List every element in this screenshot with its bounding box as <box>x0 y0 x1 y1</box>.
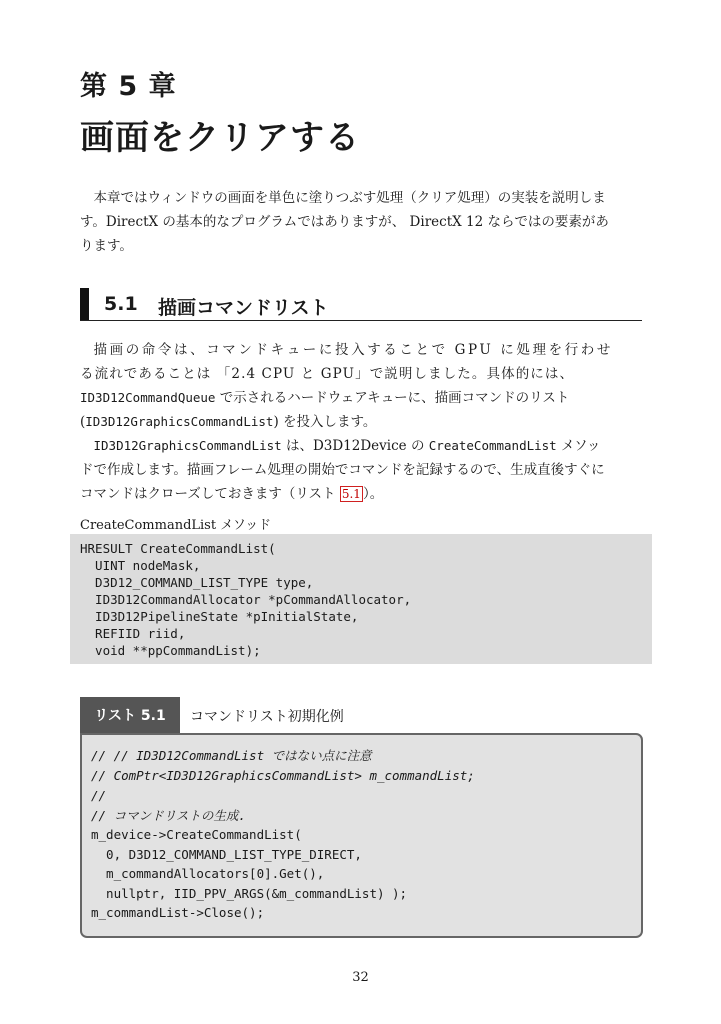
para1-open-paren: ( <box>80 414 86 430</box>
signature-caption: CreateCommandList メソッド <box>80 518 272 533</box>
para2-line-1-text-a: は、D3D12Device の <box>281 438 429 454</box>
para1-code-queue: ID3D12CommandQueue <box>80 390 216 405</box>
intro-line-1: 本章ではウィンドウの画面を単色に塗りつぶす処理（クリア処理）の実装を説明しま <box>93 190 606 206</box>
para1-line-4-text: ) を投入します。 <box>273 414 377 430</box>
chapter-label: 第 5 章 <box>80 71 177 102</box>
section-number: 5.1 <box>104 293 138 315</box>
section-bar-decoration <box>80 288 89 320</box>
chapter-title: 画面をクリアする <box>80 118 360 158</box>
listing-reference-link[interactable]: 5.1 <box>341 487 361 501</box>
para2-code-create: CreateCommandList <box>428 438 557 453</box>
para2-code-cmdlist: ID3D12GraphicsCommandList <box>93 438 282 453</box>
section-title: 描画コマンドリスト <box>158 297 329 319</box>
para1-line-2: る流れであることは 「2.4 CPU と GPU」で説明しました。具体的には、 <box>80 366 575 382</box>
para2-line-1-text-b: メソッ <box>556 438 601 454</box>
para1-line-3-text: で示されるハードウェアキューに、描画コマンドのリスト <box>215 390 570 406</box>
para1-line-1: 描画の命令は、コマンドキューに投入することで GPU に処理を行わせ <box>93 342 613 358</box>
listing-code-line: m_commandList->Close(); <box>91 905 265 920</box>
signature-line: D3D12_COMMAND_LIST_TYPE type, <box>80 575 314 590</box>
listing-code-line: // コマンドリストの生成. <box>91 808 246 823</box>
signature-line: ID3D12PipelineState *pInitialState, <box>80 609 359 624</box>
listing-label: リスト 5.1 <box>80 697 180 733</box>
page-number: 32 <box>352 970 369 985</box>
listing-code-line: m_commandAllocators[0].Get(), <box>91 866 325 881</box>
para2-line-3-text: コマンドはクローズしておきます（リスト <box>80 486 340 502</box>
signature-line: ID3D12CommandAllocator *pCommandAllocator, <box>80 592 412 607</box>
listing-code-line: nullptr, IID_PPV_ARGS(&m_commandList) ); <box>91 886 408 901</box>
listing-code-line: // // ID3D12CommandList ではない点に注意 <box>91 748 372 763</box>
body-paragraph-2 <box>80 434 642 506</box>
signature-line: REFIID riid, <box>80 626 186 641</box>
listing-code-line: 0, D3D12_COMMAND_LIST_TYPE_DIRECT, <box>91 847 362 862</box>
section-heading <box>80 288 642 321</box>
listing-code-line: // ComPtr<ID3D12GraphicsCommandList> m_commandList; <box>91 768 475 783</box>
body-paragraph-1 <box>80 338 642 434</box>
listing-code-line: // <box>91 788 107 803</box>
para1-code-cmdlist: ID3D12GraphicsCommandList <box>85 414 274 429</box>
para2-line-2: ドで作成します。描画フレーム処理の開始でコマンドを記録するので、生成直後すぐに <box>80 462 605 478</box>
signature-line: HRESULT CreateCommandList( <box>80 541 276 556</box>
intro-line-3: ります。 <box>80 238 133 254</box>
intro-line-2: す。DirectX の基本的なプログラムではありますが、 DirectX 12 ならではの要素があ <box>80 214 609 230</box>
intro-paragraph <box>80 186 642 258</box>
para2-line-3-end: ）。 <box>362 486 384 502</box>
listing-caption: コマンドリスト初期化例 <box>190 709 344 725</box>
listing-code-line: m_device->CreateCommandList( <box>91 827 302 842</box>
listing-code-block <box>80 733 643 938</box>
signature-line: void **ppCommandList); <box>80 643 261 658</box>
signature-line: UINT nodeMask, <box>80 558 201 573</box>
signature-code-block <box>70 534 652 664</box>
